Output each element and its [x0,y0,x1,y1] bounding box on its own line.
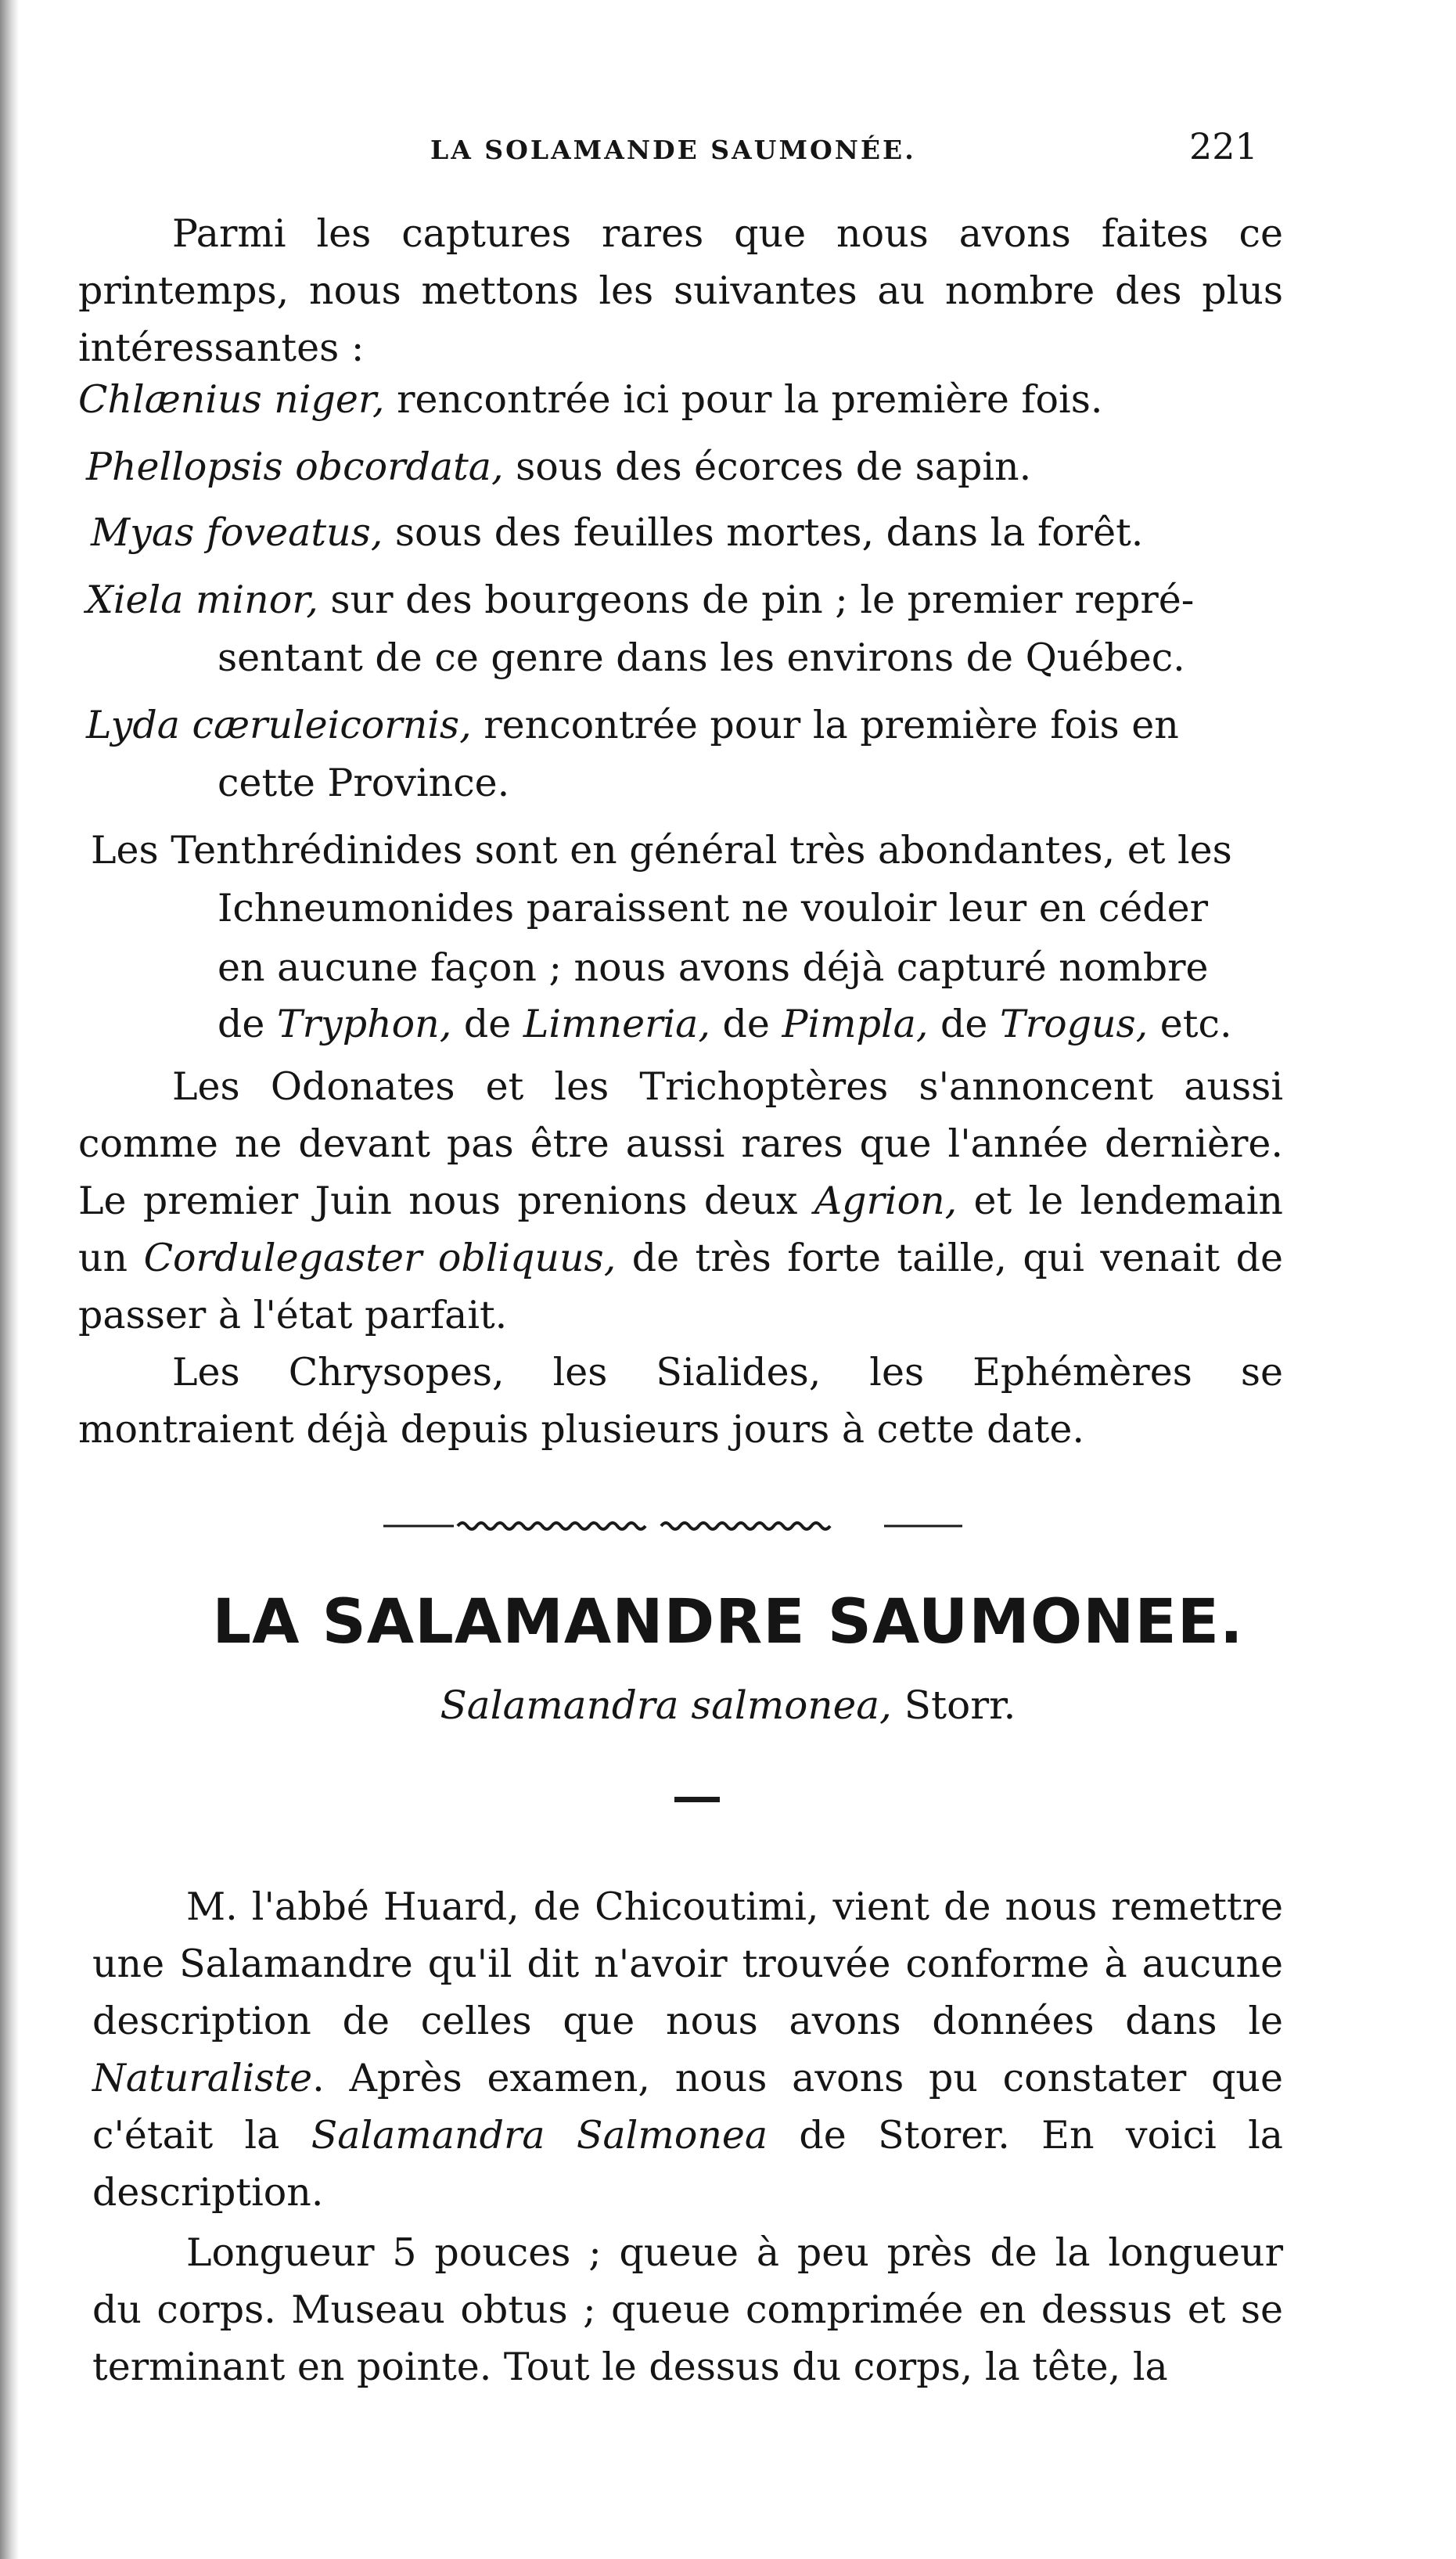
odonates-paragraph [78,1058,1283,1344]
huard-paragraph-block [92,1878,1283,2221]
longueur-paragraph: Longueur 5 pouces ; queue à peu près de la longueur du corps. Museau obtus ; queue comprimée en dessus et se terminant en pointe. Tout le dessus du corps, la tête, la [92,2230,1283,2389]
species-name: Chlænius niger, [78,377,385,422]
text-fragment: de très forte taille, qui venait de passer à l'état parfait. [78,1236,1283,1337]
intro-paragraph: Parmi les captures rares que nous avons faites ce printemps, nous mettons les suivantes au nombre des plus intéressantes : [78,211,1283,370]
section-subtitle [0,1683,1456,1728]
running-header [0,125,1456,172]
text-fragment: et le lendemain un [78,1179,1283,1280]
tenthredinides-line: Ichneumonides paraissent ne vouloir leur en céder [218,886,1209,930]
page-number: 221 [1189,125,1258,167]
scientific-name: Salamandra salmonea, [440,1683,892,1728]
species-name: Myas foveatus, [91,510,383,555]
genus-name: Agrion, [814,1179,958,1223]
journal-name: Naturaliste [92,2056,313,2100]
text-fragment: de [928,1002,1000,1046]
species-note: sur des bourgeons de pin ; le premier repré- [318,578,1195,622]
running-title: LA SOLAMANDE SAUMONÉE. [430,135,916,165]
capture-entry [86,444,1031,489]
tenthredinides-line: en aucune façon ; nous avons déjà capturé nombre [218,945,1209,990]
capture-entry [78,377,1102,422]
capture-entry [86,703,1179,747]
text-fragment: de [218,1002,277,1046]
capture-entry-continuation: sentant de ce genre dans les environs de Québec. [218,635,1185,680]
species-note: rencontrée ici pour la première fois. [384,377,1103,422]
species-note: sous des feuilles mortes, dans la forêt. [383,510,1144,555]
capture-entry-continuation: cette Province. [218,761,510,805]
page-edge-shadow [0,0,19,2559]
chrysopes-paragraph: Les Chrysopes, les Sialides, les Ephémères se montraient déjà depuis plusieurs jours à cette date. [78,1350,1283,1452]
author-name: Storr. [891,1683,1016,1728]
intro-paragraph-block [78,205,1283,376]
species-note: sous des écorces de sapin. [503,444,1032,489]
text-fragment: . Après examen, nous avons pu constater que c'était la [92,2056,1283,2158]
genus-name: Pimpla, [782,1002,929,1046]
species-name: Phellopsis obcordata, [86,444,504,489]
species-name: Xiela minor, [86,578,318,622]
tenthredinides-line [218,1002,1232,1046]
text-fragment: de [451,1002,523,1046]
text-fragment: M. l'abbé Huard, de Chicoutimi, vient de nous remettre une Salamandre qu'il dit n'avoir trouvée conforme à aucune description de celles que nous avons données dans le [92,1884,1283,2043]
species-note: rencontrée pour la première fois en [471,703,1179,747]
text-fragment: de Storer. En voici la description. [92,2113,1283,2215]
species-name: Cordulegaster obliquus, [143,1236,617,1280]
species-name: Salamandra Salmonea [311,2113,768,2158]
text-fragment: etc. [1148,1002,1232,1046]
short-rule [674,1797,720,1802]
capture-entry [91,510,1143,555]
ornamental-divider [383,1514,962,1538]
genus-name: Tryphon, [276,1002,452,1046]
genus-name: Trogus, [999,1002,1149,1046]
huard-paragraph [92,1878,1283,2221]
capture-entry [86,578,1194,622]
section-title: LA SALAMANDRE SAUMONEE. [212,1587,1244,1657]
longueur-paragraph-block [92,2224,1283,2395]
odonates-paragraph-block [78,1058,1283,1344]
text-fragment: Les Odonates et les Trichoptères s'annoncent aussi comme ne devant pas être aussi rares que l'année dernière. Le premier Juin nous prenions deux [78,1064,1283,1223]
species-name: Lyda cæruleicornis, [86,703,472,747]
genus-name: Limneria, [523,1002,710,1046]
text-fragment: de [710,1002,782,1046]
tenthredinides-line: Les Tenthrédinides sont en général très abondantes, et les [91,828,1232,873]
chrysopes-paragraph-block [78,1344,1283,1458]
